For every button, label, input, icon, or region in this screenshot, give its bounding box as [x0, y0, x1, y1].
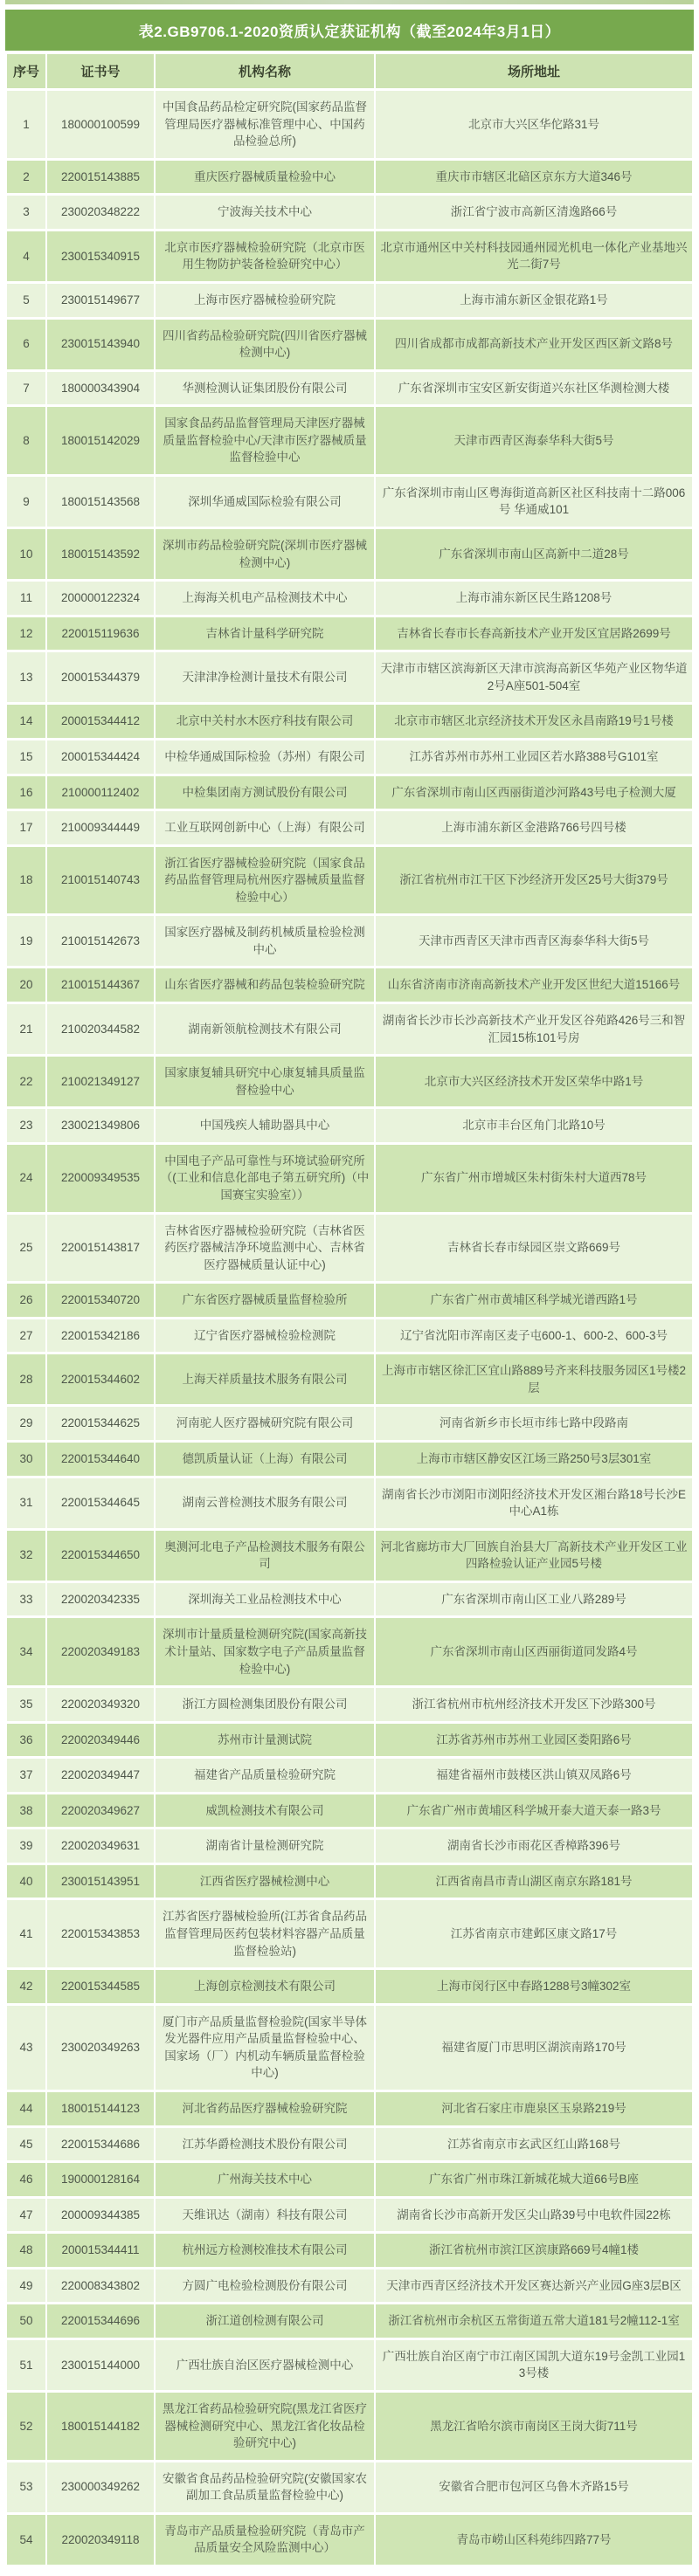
cell-serial: 38	[7, 1794, 45, 1828]
cell-serial: 19	[7, 916, 45, 966]
cell-address: 江苏省南京市建邺区康文路17号	[376, 1900, 692, 1967]
cell-org-name: 苏州市计量测试院	[156, 1724, 374, 1757]
cell-serial: 24	[7, 1145, 45, 1212]
table-row	[7, 811, 692, 844]
cell-org-name: 方圆广电检验检测股份有限公司	[156, 2269, 374, 2303]
cell-cert-number: 210000112402	[47, 776, 154, 809]
cell-address: 重庆市市辖区北碚区京东方大道346号	[376, 161, 692, 194]
cell-org-name: 中检集团南方测试股份有限公司	[156, 776, 374, 809]
cell-cert-number: 200015344379	[47, 652, 154, 702]
table-row	[7, 2006, 692, 2090]
cell-cert-number: 230021349806	[47, 1109, 154, 1142]
cell-cert-number: 220015344645	[47, 1478, 154, 1528]
cell-cert-number: 210015142673	[47, 916, 154, 966]
cell-serial: 27	[7, 1319, 45, 1353]
cell-org-name: 深圳市药品检验研究院(深圳市医疗器械检测中心)	[156, 529, 374, 579]
cell-address: 上海市浦东新区金银花路1号	[376, 284, 692, 317]
cell-address: 北京市大兴区华佗路31号	[376, 91, 692, 158]
cell-cert-number: 220020349446	[47, 1724, 154, 1757]
cell-cert-number: 230015144000	[47, 2340, 154, 2390]
cell-cert-number: 230000349262	[47, 2462, 154, 2512]
cell-serial: 29	[7, 1407, 45, 1440]
cell-address: 广东省深圳市南山区粤海街道高新区社区科技南十二路006号 华通威101	[376, 477, 692, 527]
cell-org-name: 黑龙江省药品检验研究院(黑龙江省医疗器械检测研究中心、黑龙江省化妆品检验研究中心)	[156, 2393, 374, 2460]
cell-address: 浙江省杭州市滨江区滨康路669号4幢1楼	[376, 2234, 692, 2267]
cell-org-name: 中国电子产品可靠性与环境试验研究所（(工业和信息化部电子第五研究所)（中国赛宝实验室））	[156, 1145, 374, 1212]
cell-address: 上海市浦东新区金港路766号四号楼	[376, 811, 692, 844]
cell-org-name: 浙江道创检测有限公司	[156, 2304, 374, 2338]
cell-serial: 10	[7, 529, 45, 579]
cell-serial: 36	[7, 1724, 45, 1757]
cell-org-name: 江苏省医疗器械检验所(江苏省食品药品监督管理局医药包装材料容器产品质量监督检验站)	[156, 1900, 374, 1967]
cell-org-name: 河北省药品医疗器械检验研究院	[156, 2092, 374, 2125]
cell-address: 上海市市辖区徐汇区宜山路889号齐来科技服务园区1号楼2层	[376, 1354, 692, 1404]
column-header-cert-number: 证书号	[47, 54, 154, 88]
cell-address: 上海市市辖区静安区江场三路250号3层301室	[376, 1443, 692, 1476]
cell-address: 广东省深圳市宝安区新安街道兴东社区华测检测大楼	[376, 372, 692, 405]
cell-address: 江苏省南京市玄武区红山路168号	[376, 2128, 692, 2161]
cell-org-name: 重庆医疗器械质量检验中心	[156, 161, 374, 194]
cell-address: 湖南省长沙市高新开发区尖山路39号中电软件园22栋	[376, 2199, 692, 2232]
cell-serial: 34	[7, 1618, 45, 1685]
cell-address: 天津市西青区天津市西青区海泰华科大街5号	[376, 916, 692, 966]
cell-address: 吉林省长春市长春高新技术产业开发区宜居路2699号	[376, 617, 692, 651]
cell-cert-number: 230015143940	[47, 320, 154, 369]
table-header-row	[7, 54, 692, 88]
table-row	[7, 2340, 692, 2390]
cell-serial: 15	[7, 740, 45, 774]
table-row	[7, 196, 692, 229]
table-row	[7, 1724, 692, 1757]
cell-org-name: 国家食品药品监督管理局天津医疗器械质量监督检验中心/天津市医疗器械质量监督检验中心	[156, 407, 374, 474]
cell-cert-number: 220015143817	[47, 1215, 154, 1282]
cell-org-name: 厦门市产品质量监督检验院(国家半导体发光器件应用产品质量监督检验中心、国家场（厂）内机动车辆质量监督检验中心)	[156, 2006, 374, 2090]
cell-cert-number: 220015344640	[47, 1443, 154, 1476]
cell-address: 青岛市崂山区科苑纬四路77号	[376, 2515, 692, 2565]
cell-address: 湖南省长沙市雨花区香樟路396号	[376, 1829, 692, 1863]
cell-cert-number: 220020349627	[47, 1794, 154, 1828]
table-row	[7, 2304, 692, 2338]
cell-cert-number: 180015144182	[47, 2393, 154, 2460]
cell-org-name: 中国食品药品检定研究院(国家药品监督管理局医疗器械标准管理中心、中国药品检验总所)	[156, 91, 374, 158]
cell-address: 湖南省长沙市浏阳市浏阳经济技术开发区湘台路18号长沙E中心A1栋	[376, 1478, 692, 1528]
table-row	[7, 1354, 692, 1404]
cell-cert-number: 220015344696	[47, 2304, 154, 2338]
table-row	[7, 1443, 692, 1476]
table-row	[7, 529, 692, 579]
table-row	[7, 582, 692, 615]
table-body	[7, 91, 692, 2565]
cell-address: 江苏省苏州市苏州工业园区娄阳路6号	[376, 1724, 692, 1757]
cell-serial: 33	[7, 1583, 45, 1616]
cell-cert-number: 220020349118	[47, 2515, 154, 2565]
cell-cert-number: 200015344411	[47, 2234, 154, 2267]
cell-serial: 31	[7, 1478, 45, 1528]
cell-cert-number: 180015144123	[47, 2092, 154, 2125]
cell-cert-number: 210020344582	[47, 1004, 154, 1054]
cell-address: 河南省新乡市长垣市纬七路中段路南	[376, 1407, 692, 1440]
cell-org-name: 中国残疾人辅助器具中心	[156, 1109, 374, 1142]
cell-org-name: 四川省药品检验研究院(四川省医疗器械检测中心)	[156, 320, 374, 369]
cell-org-name: 中检华通威国际检验（苏州）有限公司	[156, 740, 374, 774]
cell-address: 江苏省苏州市苏州工业园区若水路388号G101室	[376, 740, 692, 774]
table-row	[7, 776, 692, 809]
cell-org-name: 青岛市产品质量检验研究院（青岛市产品质量安全风险监测中心）	[156, 2515, 374, 2565]
table-row	[7, 916, 692, 966]
table-row	[7, 372, 692, 405]
cell-address: 广东省广州市珠江新城花城大道66号B座	[376, 2163, 692, 2196]
table-row	[7, 1829, 692, 1863]
cell-org-name: 上海天祥质量技术服务有限公司	[156, 1354, 374, 1404]
cell-serial: 7	[7, 372, 45, 405]
cell-org-name: 上海创京检测技术有限公司	[156, 1970, 374, 2003]
cell-org-name: 浙江方圆检测集团股份有限公司	[156, 1688, 374, 1721]
cell-cert-number: 220015340720	[47, 1284, 154, 1317]
cell-org-name: 德凯质量认证（上海）有限公司	[156, 1443, 374, 1476]
cell-org-name: 深圳华通威国际检验有限公司	[156, 477, 374, 527]
cell-address: 福建省福州市鼓楼区洪山镇双凤路6号	[376, 1759, 692, 1792]
cell-address: 安徽省合肥市包河区乌鲁木齐路15号	[376, 2462, 692, 2512]
cell-org-name: 宁波海关技术中心	[156, 196, 374, 229]
cell-address: 黑龙江省哈尔滨市南岗区王岗大街711号	[376, 2393, 692, 2460]
cell-cert-number: 230015149677	[47, 284, 154, 317]
table-row	[7, 2234, 692, 2267]
cell-serial: 42	[7, 1970, 45, 2003]
cell-serial: 51	[7, 2340, 45, 2390]
cell-cert-number: 220015119636	[47, 617, 154, 651]
cell-org-name: 广州海关技术中心	[156, 2163, 374, 2196]
table-row	[7, 284, 692, 317]
cell-cert-number: 230015143951	[47, 1865, 154, 1898]
cell-cert-number: 220009349535	[47, 1145, 154, 1212]
cell-serial: 4	[7, 231, 45, 281]
table-row	[7, 1145, 692, 1212]
cell-serial: 16	[7, 776, 45, 809]
cell-cert-number: 210021349127	[47, 1057, 154, 1106]
cell-serial: 49	[7, 2269, 45, 2303]
table-row	[7, 161, 692, 194]
cell-org-name: 北京中关村水木医疗科技有限公司	[156, 705, 374, 738]
cell-address: 天津市西青区经济技术开发区赛达新兴产业园G座3层B区	[376, 2269, 692, 2303]
cell-org-name: 吉林省医疗器械检验研究院（吉林省医药医疗器械洁净环境监测中心、吉林省医疗器械质量认证中心)	[156, 1215, 374, 1282]
cell-serial: 2	[7, 161, 45, 194]
table-row	[7, 1531, 692, 1581]
cell-cert-number: 190000128164	[47, 2163, 154, 2196]
cell-serial: 30	[7, 1443, 45, 1476]
cell-serial: 54	[7, 2515, 45, 2565]
cell-org-name: 吉林省计量科学研究院	[156, 617, 374, 651]
cell-address: 四川省成都市成都高新技术产业开发区西区新文路8号	[376, 320, 692, 369]
cell-cert-number: 220020342335	[47, 1583, 154, 1616]
cell-cert-number: 210009344449	[47, 811, 154, 844]
cell-cert-number: 180000343904	[47, 372, 154, 405]
cell-address: 山东省济南市济南高新技术产业开发区世纪大道15166号	[376, 968, 692, 1002]
cell-org-name: 辽宁省医疗器械检验检测院	[156, 1319, 374, 1353]
cell-serial: 5	[7, 284, 45, 317]
table-row	[7, 2462, 692, 2512]
cell-cert-number: 180015143592	[47, 529, 154, 579]
cell-cert-number: 220008343802	[47, 2269, 154, 2303]
table-row	[7, 407, 692, 474]
cell-cert-number: 210015144367	[47, 968, 154, 1002]
cell-org-name: 国家康复辅具研究中心康复辅具质量监督检验中心	[156, 1057, 374, 1106]
cell-cert-number: 220015143885	[47, 161, 154, 194]
cell-serial: 20	[7, 968, 45, 1002]
cell-address: 湖南省长沙市长沙高新技术产业开发区谷苑路426号三和智汇园15栋101号房	[376, 1004, 692, 1054]
cell-address: 浙江省杭州市杭州经济技术开发区下沙路300号	[376, 1688, 692, 1721]
table-row	[7, 2163, 692, 2196]
cell-org-name: 江西省医疗器械检测中心	[156, 1865, 374, 1898]
table-row	[7, 968, 692, 1002]
table-row	[7, 1794, 692, 1828]
table-row	[7, 2393, 692, 2460]
cell-serial: 44	[7, 2092, 45, 2125]
cell-cert-number: 220015344686	[47, 2128, 154, 2161]
cell-org-name: 江苏华爵检测技术股份有限公司	[156, 2128, 374, 2161]
top-edge-strip	[5, 0, 694, 4]
table-row	[7, 320, 692, 369]
table-row	[7, 1900, 692, 1967]
cell-serial: 9	[7, 477, 45, 527]
cell-org-name: 广东省医疗器械质量监督检验所	[156, 1284, 374, 1317]
table-row	[7, 1004, 692, 1054]
table-row	[7, 1583, 692, 1616]
cell-serial: 35	[7, 1688, 45, 1721]
cell-address: 浙江省宁波市高新区清逸路66号	[376, 196, 692, 229]
cell-cert-number: 220020349320	[47, 1688, 154, 1721]
table-title: 表2.GB9706.1-2020资质认定获证机构（截至2024年3月1日）	[5, 10, 694, 51]
cell-org-name: 山东省医疗器械和药品包装检验研究院	[156, 968, 374, 1002]
cell-serial: 22	[7, 1057, 45, 1106]
cell-serial: 12	[7, 617, 45, 651]
cell-address: 浙江省杭州市江干区下沙经济开发区25号大街379号	[376, 847, 692, 914]
cell-address: 上海市浦东新区民生路1208号	[376, 582, 692, 615]
cell-address: 北京市通州区中关村科技园通州园光机电一体化产业基地兴光二街7号	[376, 231, 692, 281]
table-row	[7, 1057, 692, 1106]
table-row	[7, 617, 692, 651]
cell-address: 广东省深圳市南山区工业八路289号	[376, 1583, 692, 1616]
cell-address: 北京市丰台区角门北路10号	[376, 1109, 692, 1142]
cell-cert-number: 220015344625	[47, 1407, 154, 1440]
cell-org-name: 威凯检测技术有限公司	[156, 1794, 374, 1828]
cell-address: 上海市闵行区中春路1288号3幢302室	[376, 1970, 692, 2003]
table-row	[7, 477, 692, 527]
cell-cert-number: 220020349183	[47, 1618, 154, 1685]
cell-org-name: 深圳市计量质量检测研究院(国家高新技术计量站、国家数字电子产品质量监督检验中心)	[156, 1618, 374, 1685]
cell-cert-number: 230020349263	[47, 2006, 154, 2090]
table-row	[7, 705, 692, 738]
table-row	[7, 91, 692, 158]
cell-address: 江西省南昌市青山湖区南京东路181号	[376, 1865, 692, 1898]
cell-org-name: 上海市医疗器械检验研究院	[156, 284, 374, 317]
cell-org-name: 北京市医疗器械检验研究院（北京市医用生物防护装备检验研究中心）	[156, 231, 374, 281]
cell-org-name: 安徽省食品药品检验研究院(安徽国家农副加工食品质量监督检验中心)	[156, 2462, 374, 2512]
cell-serial: 28	[7, 1354, 45, 1404]
certified-organizations-table	[5, 52, 694, 2567]
table-row	[7, 231, 692, 281]
cell-address: 吉林省长春市绿园区崇文路669号	[376, 1215, 692, 1282]
cell-org-name: 福建省产品质量检验研究院	[156, 1759, 374, 1792]
cell-serial: 26	[7, 1284, 45, 1317]
cell-org-name: 广西壮族自治区医疗器械检测中心	[156, 2340, 374, 2390]
table-row	[7, 2515, 692, 2565]
cell-serial: 32	[7, 1531, 45, 1581]
cell-address: 广东省广州市黄埔区科学城开泰大道天泰一路3号	[376, 1794, 692, 1828]
table-row	[7, 1865, 692, 1898]
cell-serial: 1	[7, 91, 45, 158]
cell-serial: 53	[7, 2462, 45, 2512]
cell-org-name: 工业互联网创新中心（上海）有限公司	[156, 811, 374, 844]
cell-cert-number: 230015340915	[47, 231, 154, 281]
table-row	[7, 1970, 692, 2003]
cell-org-name: 奥测河北电子产品检测技术服务有限公司	[156, 1531, 374, 1581]
table-row	[7, 1109, 692, 1142]
cell-cert-number: 180015143568	[47, 477, 154, 527]
cell-address: 广东省广州市增城区朱村街朱村大道西78号	[376, 1145, 692, 1212]
cell-address: 浙江省杭州市余杭区五常街道五常大道181号2幢112-1室	[376, 2304, 692, 2338]
cell-org-name: 浙江省医疗器械检验研究院（国家食品药品监督管理局杭州医疗器械质量监督检验中心）	[156, 847, 374, 914]
cell-serial: 14	[7, 705, 45, 738]
cell-address: 广东省深圳市南山区西丽街道同发路4号	[376, 1618, 692, 1685]
table-row	[7, 1688, 692, 1721]
cell-serial: 40	[7, 1865, 45, 1898]
table-row	[7, 1319, 692, 1353]
column-header-address: 场所地址	[376, 54, 692, 88]
cell-cert-number: 220015342186	[47, 1319, 154, 1353]
table-row	[7, 1478, 692, 1528]
table-row	[7, 1759, 692, 1792]
cell-serial: 39	[7, 1829, 45, 1863]
cell-serial: 25	[7, 1215, 45, 1282]
cell-serial: 52	[7, 2393, 45, 2460]
cell-serial: 45	[7, 2128, 45, 2161]
cell-cert-number: 200015344412	[47, 705, 154, 738]
cell-serial: 13	[7, 652, 45, 702]
cell-address: 河北省廊坊市大厂回族自治县大厂高新技术产业开发区工业四路检验认证产业园5号楼	[376, 1531, 692, 1581]
cell-cert-number: 230020348222	[47, 196, 154, 229]
cell-cert-number: 220020349631	[47, 1829, 154, 1863]
cell-cert-number: 220015344602	[47, 1354, 154, 1404]
cell-cert-number: 210015140743	[47, 847, 154, 914]
cell-cert-number: 220015344650	[47, 1531, 154, 1581]
cell-serial: 41	[7, 1900, 45, 1967]
cell-org-name: 杭州远方检测校准技术有限公司	[156, 2234, 374, 2267]
cell-cert-number: 180000100599	[47, 91, 154, 158]
cell-address: 福建省厦门市思明区湖滨南路170号	[376, 2006, 692, 2090]
table-row	[7, 1618, 692, 1685]
table-row	[7, 2128, 692, 2161]
table-row	[7, 847, 692, 914]
cell-address: 天津市西青区海泰华科大街5号	[376, 407, 692, 474]
table-row	[7, 1215, 692, 1282]
cell-org-name: 湖南新领航检测技术有限公司	[156, 1004, 374, 1054]
cell-serial: 48	[7, 2234, 45, 2267]
cell-org-name: 天津津净检测计量技术有限公司	[156, 652, 374, 702]
cell-address: 广西壮族自治区南宁市江南区国凯大道东19号金凯工业园13号楼	[376, 2340, 692, 2390]
cell-org-name: 深圳海关工业品检测技术中心	[156, 1583, 374, 1616]
cell-org-name: 天维讯达（湖南）科技有限公司	[156, 2199, 374, 2232]
table-row	[7, 1284, 692, 1317]
cell-serial: 37	[7, 1759, 45, 1792]
cell-serial: 17	[7, 811, 45, 844]
cell-cert-number: 200015344424	[47, 740, 154, 774]
cell-org-name: 河南驼人医疗器械研究院有限公司	[156, 1407, 374, 1440]
table-row	[7, 740, 692, 774]
cell-address: 河北省石家庄市鹿泉区玉泉路219号	[376, 2092, 692, 2125]
table-row	[7, 1407, 692, 1440]
cell-address: 北京市市辖区北京经济技术开发区永昌南路19号1号楼	[376, 705, 692, 738]
cell-cert-number: 220015343853	[47, 1900, 154, 1967]
cell-address: 广东省深圳市南山区西丽街道沙河路43号电子检测大厦	[376, 776, 692, 809]
cell-serial: 50	[7, 2304, 45, 2338]
table-row	[7, 2092, 692, 2125]
cell-serial: 21	[7, 1004, 45, 1054]
cell-cert-number: 200000122324	[47, 582, 154, 615]
cell-cert-number: 220020349447	[47, 1759, 154, 1792]
cell-org-name: 华测检测认证集团股份有限公司	[156, 372, 374, 405]
cell-cert-number: 200009344385	[47, 2199, 154, 2232]
cell-cert-number: 220015344585	[47, 1970, 154, 2003]
cell-org-name: 湖南云普检测技术服务有限公司	[156, 1478, 374, 1528]
cell-serial: 46	[7, 2163, 45, 2196]
cell-serial: 3	[7, 196, 45, 229]
cell-address: 广东省深圳市南山区高新中二道28号	[376, 529, 692, 579]
column-header-org-name: 机构名称	[156, 54, 374, 88]
cell-address: 北京市大兴区经济技术开发区荣华中路1号	[376, 1057, 692, 1106]
cell-serial: 6	[7, 320, 45, 369]
cell-serial: 18	[7, 847, 45, 914]
cell-serial: 23	[7, 1109, 45, 1142]
cell-org-name: 湖南省计量检测研究院	[156, 1829, 374, 1863]
cell-serial: 43	[7, 2006, 45, 2090]
cell-serial: 8	[7, 407, 45, 474]
table-row	[7, 652, 692, 702]
cell-address: 辽宁省沈阳市浑南区麦子屯600-1、600-2、600-3号	[376, 1319, 692, 1353]
table-row	[7, 2269, 692, 2303]
cell-serial: 47	[7, 2199, 45, 2232]
cell-org-name: 国家医疗器械及制药机械质量检验检测中心	[156, 916, 374, 966]
column-header-serial: 序号	[7, 54, 45, 88]
table-row	[7, 2199, 692, 2232]
cell-cert-number: 180015142029	[47, 407, 154, 474]
cell-address: 广东省广州市黄埔区科学城光谱西路1号	[376, 1284, 692, 1317]
cell-address: 天津市市辖区滨海新区天津市滨海高新区华苑产业区物华道2号A座501-504室	[376, 652, 692, 702]
cell-org-name: 上海海关机电产品检测技术中心	[156, 582, 374, 615]
cell-serial: 11	[7, 582, 45, 615]
